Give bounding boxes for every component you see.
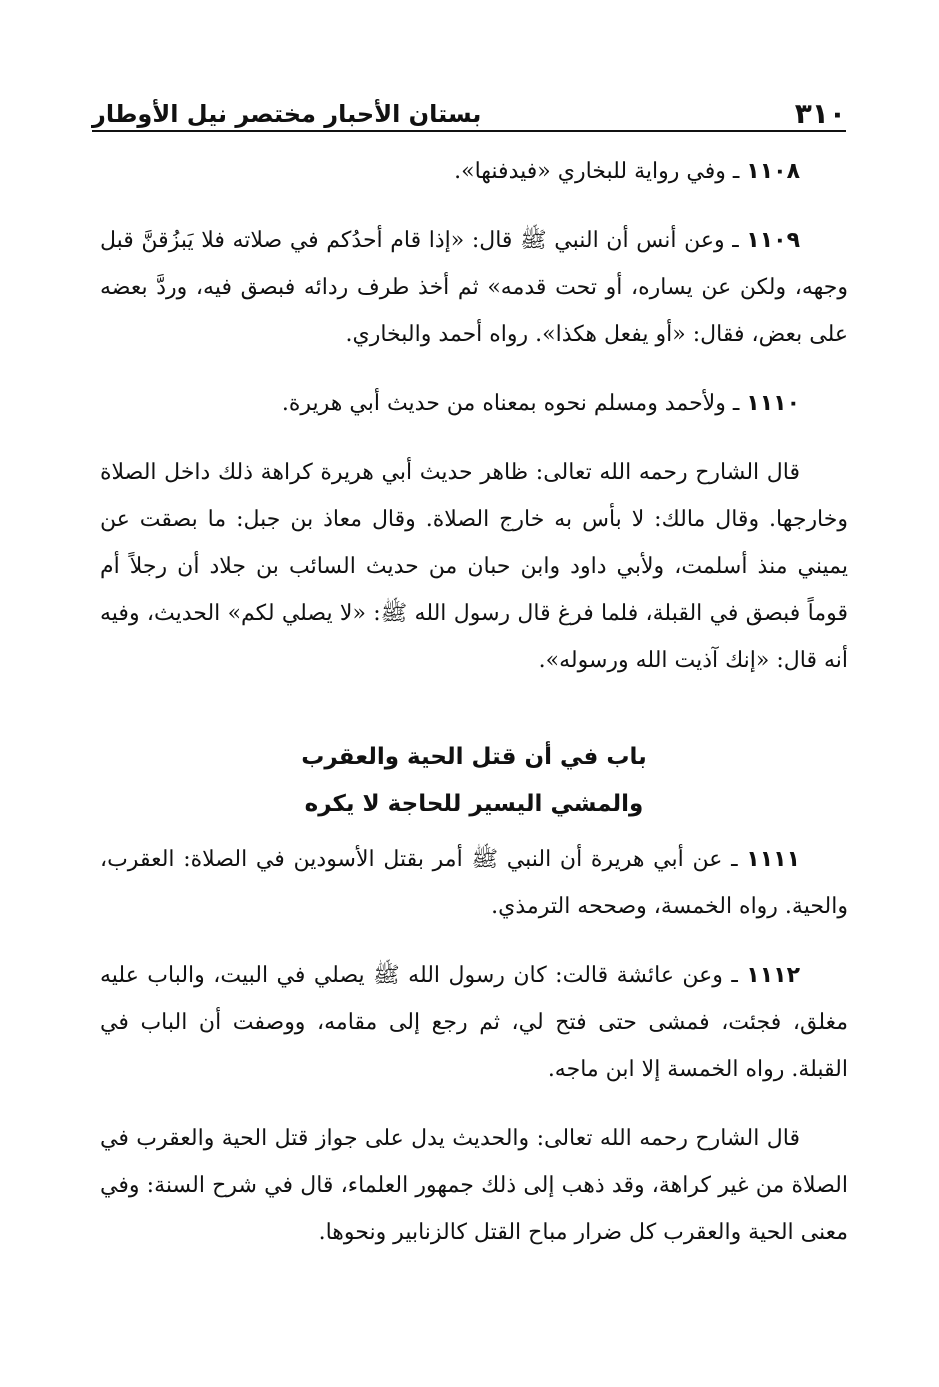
page-header [92,82,846,130]
hadith-text: ـ وعن عائشة قالت: كان رسول الله ﷺ يصلي في البيت، والباب عليه مغلق، فجئت، فمشى حتى فتح لي، ثم رجع إلى مقامه، ووصفت أن الباب في القبلة. رواه الخمسة إلا ابن ماجه. [100,963,848,1082]
hadith-text: ـ عن أبي هريرة أن النبي ﷺ أمر بقتل الأسودين في الصلاة: العقرب، والحية. رواه الخمسة، وصححه الترمذي. [100,847,848,919]
hadith-number: ١١١٠ [746,391,800,416]
hadith-1111 [100,836,848,930]
header-divider [92,130,846,132]
chapter-heading-line-1: باب في أن قتل الحية والعقرب [301,744,647,770]
running-title: بستان الأحبار مختصر نيل الأوطار [92,100,482,128]
hadith-number: ١١١١ [746,847,800,872]
page-number: ٣١٠ [794,97,846,130]
chapter-heading [100,734,848,828]
hadith-text: ـ وفي رواية للبخاري «فيدفنها». [454,159,747,184]
hadith-number: ١١٠٨ [746,159,800,184]
hadith-number: ١١١٢ [746,963,800,988]
hadith-1112 [100,952,848,1093]
hadith-text: ـ وعن أنس أن النبي ﷺ قال: «إذا قام أحدُكم في صلاته فلا يَبزُقنَّ قبل وجهه، ولكن عن يساره، أو تحت قدمه» ثم أخذ طرف ردائه فبصق فيه، وردَّ بعضه على بعض، فقال: «أو يفعل هكذا». رواه أحمد والبخاري. [100,228,848,347]
page-content [100,148,848,1278]
hadith-1109 [100,217,848,358]
hadith-1110 [100,380,848,427]
commentary-paragraph: قال الشارح رحمه الله تعالى: ظاهر حديث أبي هريرة كراهة ذلك داخل الصلاة وخارجها. وقال مالك: لا بأس به خارج الصلاة. وقال معاذ بن جبل: ما بصقت عن يميني منذ أسلمت، ولأبي داود وابن حبان من حديث السائب بن جلاد أن رجلاً أم قوماً فبصق في القبلة، فلما فرغ قال رسول الله ﷺ: «لا يصلي لكم» الحديث، وفيه أنه قال: «إنك آذيت الله ورسوله». [100,460,848,673]
hadith-1108 [100,148,848,195]
commentary-paragraph: قال الشارح رحمه الله تعالى: والحديث يدل على جواز قتل الحية والعقرب في الصلاة من غير كراهة، وقد ذهب إلى ذلك جمهور العلماء، قال في شرح السنة: وفي معنى الحية والعقرب كل ضرار مباح القتل كالزنابير ونحوها. [100,1126,848,1245]
hadith-text: ـ ولأحمد ومسلم نحوه بمعناه من حديث أبي هريرة. [281,391,747,416]
chapter-heading-line-2: والمشي اليسير للحاجة لا يكره [304,791,644,817]
hadith-number: ١١٠٩ [746,228,800,253]
